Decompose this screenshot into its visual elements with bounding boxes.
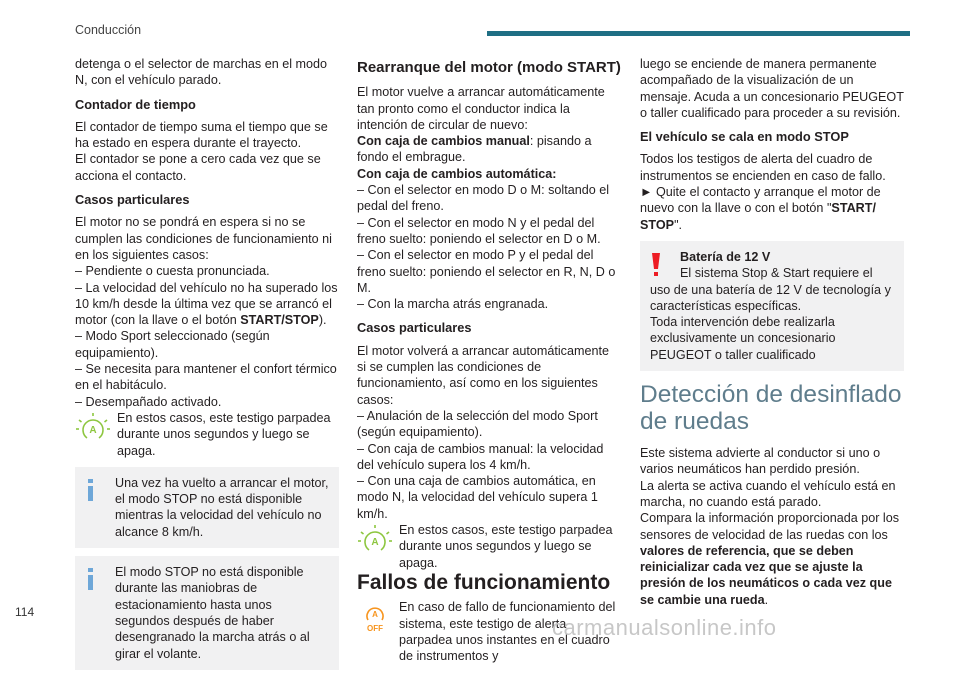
paragraph: luego se enciende de manera permanente acompañado de la visualización de un mensaje. Acuda a un concesionario PEUGEOT o taller cualificado para proceder a su revisión.: [640, 57, 904, 120]
column-1: [75, 56, 339, 678]
warning-icon: [651, 253, 661, 281]
list-item: – La velocidad del vehículo no ha superado los 10 km/h desde la última vez que se arrancó el motor (con la llave o el botón START/STOP).: [75, 280, 338, 328]
warning-title: Batería de 12 V: [680, 249, 771, 264]
paragraph: El motor no se pondrá en espera si no se cumplen las condiciones de funcionamiento ni en los siguientes casos:: [75, 215, 332, 262]
list-item: – Con el selector en modo P y el pedal del freno suelto: poniendo el selector en R, N, D o M.: [357, 248, 616, 295]
column-2: [357, 56, 621, 664]
section-title: Conducción: [75, 23, 142, 37]
list-item: – Pendiente o cuesta pronunciada.: [75, 264, 270, 279]
heading-rearranque: Rearranque del motor (modo START): [357, 59, 621, 76]
paragraph: El contador de tiempo suma el tiempo que se ha estado en espera durante el trayecto.: [75, 119, 328, 151]
testigo-text: En estos casos, este testigo parpadea durante unos segundos y luego se apaga.: [399, 523, 613, 570]
list-item: – Con una caja de cambios automática, en modo N, la velocidad del vehículo supera 1 km/h.: [357, 474, 598, 521]
svg-text:OFF: OFF: [367, 624, 383, 634]
warning-text: Toda intervención debe realizarla exclusivamente un concesionario PEUGEOT o taller cualificado: [650, 315, 836, 362]
heading-casos-particulares: Casos particulares: [357, 320, 472, 336]
info-box: [75, 556, 339, 670]
heading-deteccion: Detección de desinflado de ruedas: [640, 381, 902, 436]
testigo-note: [357, 522, 621, 571]
paragraph: La alerta se activa cuando el vehículo está en marcha, no cuando está parado.: [640, 478, 896, 509]
paragraph: Todos los testigos de alerta del cuadro de instrumentos se encienden en caso de fallo.: [640, 152, 886, 183]
testigo-text: En estos casos, este testigo parpadea durante unos segundos y luego se apaga.: [117, 410, 331, 458]
heading-cala-stop: El vehículo se cala en modo STOP: [640, 129, 849, 145]
column-3: [640, 56, 904, 608]
info-text: El modo STOP no está disponible durante las maniobras de estacionamiento hasta unos segundos después de haber desengranado la marcha atrás o al girar el volante.: [115, 565, 310, 661]
list-item: – Con caja de cambios manual: la velocidad del vehículo supera los 4 km/h.: [357, 441, 604, 472]
heading-casos-particulares: Casos particulares: [75, 192, 190, 208]
paragraph: detenga o el selector de marchas en el modo N, con el vehículo parado.: [75, 57, 328, 88]
list-item: – Con el selector en modo N y el pedal del freno suelto: poniendo el selector en D o M.: [357, 215, 601, 246]
svg-text:A: A: [372, 610, 378, 620]
warning-text: El sistema Stop & Start requiere el uso de una batería de 12 V de tecnología y características específicas.: [650, 266, 891, 313]
list-item: – Modo Sport seleccionado (según equipamiento).: [75, 329, 270, 360]
paragraph: Con caja de cambios automática:: [357, 166, 557, 181]
list-item: – Con el selector en modo D o M: soltando el pedal del freno.: [357, 183, 610, 214]
fallos-text: En caso de fallo de funcionamiento del sistema, este testigo de alerta parpadea unos instantes en el cuadro de instrumentos y: [399, 600, 616, 664]
list-item: – Anulación de la selección del modo Sport (según equipamiento).: [357, 408, 598, 440]
paragraph: Compara la información proporcionada por los sensores de velocidad de las ruedas con los valores de referencia, que se deben reinicializar cada vez que se ajuste la presión de los neumáticos o cada vez que se cambie una rueda.: [640, 511, 900, 607]
info-icon: [86, 568, 96, 594]
info-box: [75, 467, 339, 548]
watermark: carmanualsonline.info: [552, 615, 777, 640]
info-icon: [86, 479, 96, 505]
list-item: – Con la marcha atrás engranada.: [357, 297, 549, 312]
svg-text:A: A: [371, 537, 379, 549]
stop-start-indicator-icon: [75, 411, 111, 449]
paragraph: El motor vuelve a arrancar automáticamente tan pronto como el conductor indica la intención de circular de nuevo:: [357, 85, 605, 132]
testigo-note: [75, 410, 339, 459]
list-item: – Desempañado activado.: [75, 394, 222, 409]
paragraph: Con caja de cambios manual: pisando a fondo el embrague.: [357, 134, 592, 165]
list-item: – Se necesita para mantener el confort térmico en el habitáculo.: [75, 362, 337, 393]
svg-text:A: A: [89, 424, 97, 436]
page-number: 114: [15, 605, 35, 619]
stop-start-alert-icon: [357, 600, 393, 638]
heading-fallos: Fallos de funcionamiento: [357, 570, 611, 594]
paragraph: El contador se pone a cero cada vez que se acciona el contacto.: [75, 152, 321, 183]
stop-start-indicator-icon: [357, 523, 393, 561]
header-accent-bar: [487, 31, 910, 36]
paragraph: ► Quite el contacto y arranque el motor de nuevo con la llave o con el botón "START/ STOP".: [640, 185, 881, 232]
warning-box: [640, 241, 904, 371]
info-text: Una vez ha vuelto a arrancar el motor, el modo STOP no está disponible mientras la velocidad del vehículo no alcance 8 km/h.: [115, 475, 329, 539]
paragraph: Este sistema advierte al conductor si uno o varios neumáticos han perdido presión.: [640, 446, 881, 477]
heading-contador-tiempo: Contador de tiempo: [75, 96, 196, 112]
paragraph: El motor volverá a arrancar automáticamente si se cumplen las condiciones de funcionamiento, así como en los siguientes casos:: [357, 343, 609, 407]
